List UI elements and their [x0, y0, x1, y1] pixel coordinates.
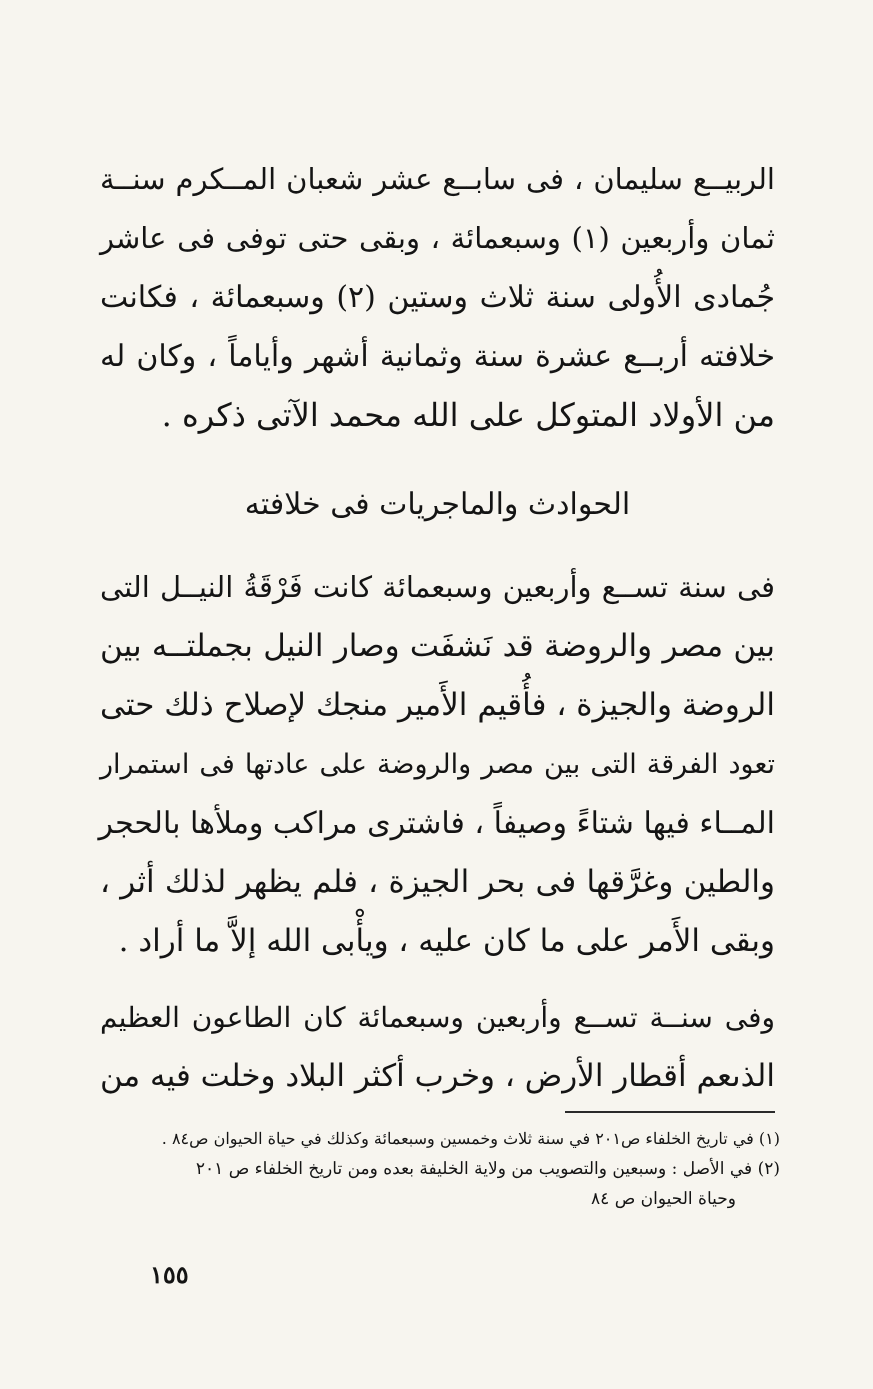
text-line: الذىعم أقطار الأرض ، وخرب أكثر البلاد وخلت فيه من	[99, 1058, 775, 1094]
text-line: من الأولاد المتوكل على الله محمد الآتى ذكره .	[161, 396, 775, 434]
text-line: جُمادى الأُولى سنة ثلاث وستين (٢) وسبعمائة ، فكانت	[100, 280, 775, 315]
text-line: وفى سنــة تســع وأربعين وسبعمائة كان الطاعون العظيم	[100, 1001, 775, 1034]
text-line: الروضة والجيزة ، فأُقيم الأَمير منجك لإصلاح ذلك حتى	[100, 687, 775, 723]
paragraph-3	[100, 988, 775, 1106]
footnote-2: (٢) في الأصل : وسبعين والتصويب من ولاية الخليفة بعده ومن تاريخ الخلفاء ص ٢٠١	[195, 1159, 780, 1179]
text-line: بين مصر والروضة قد نَشفَت وصار النيل بجملتــه بين	[100, 628, 775, 664]
section-heading: الحوادث والماجريات فى خلافته	[244, 487, 631, 522]
text-line: المــاء فيها شتاءً وصيفاً ، فاشترى مراكب وملأها بالحجر	[98, 806, 775, 841]
paragraph-1	[100, 150, 775, 445]
page-number: ١٥٥	[150, 1260, 189, 1289]
text-line: الربيــع سليمان ، فى سابــع عشر شعبان المــكرم سنــة	[100, 162, 775, 196]
footnote-divider	[565, 1111, 775, 1113]
text-line: ثمان وأربعين (١) وسبعمائة ، وبقى حتى توفى فى عاشر	[100, 221, 775, 255]
text-line: خلافته أربــع عشرة سنة وثمانية أشهر وأياماً ، وكان له	[100, 339, 775, 374]
text-line: تعود الفرقة التى بين مصر والروضة على عادتها فى استمرار	[100, 749, 775, 780]
footnote-1: (١) في تاريخ الخلفاء ص٢٠١ في سنة ثلاث وخمسين وسبعمائة وكذلك في حياة الحيوان ص٨٤ .	[161, 1129, 780, 1148]
text-line: فى سنة تســع وأربعين وسبعمائة كانت فَرْقَةُ النيــل التى	[100, 570, 775, 604]
text-line: والطين وغرَّقها فى بحر الجيزة ، فلم يظهر لذلك أثر ،	[100, 864, 775, 900]
footnote-2-continuation: وحياة الحيوان ص ٨٤	[591, 1189, 736, 1209]
text-line: وبقى الأَمر على ما كان عليه ، ويأْبى الله إلاَّ ما أراد .	[118, 923, 775, 959]
paragraph-2	[100, 558, 775, 971]
footnotes	[150, 1124, 780, 1214]
